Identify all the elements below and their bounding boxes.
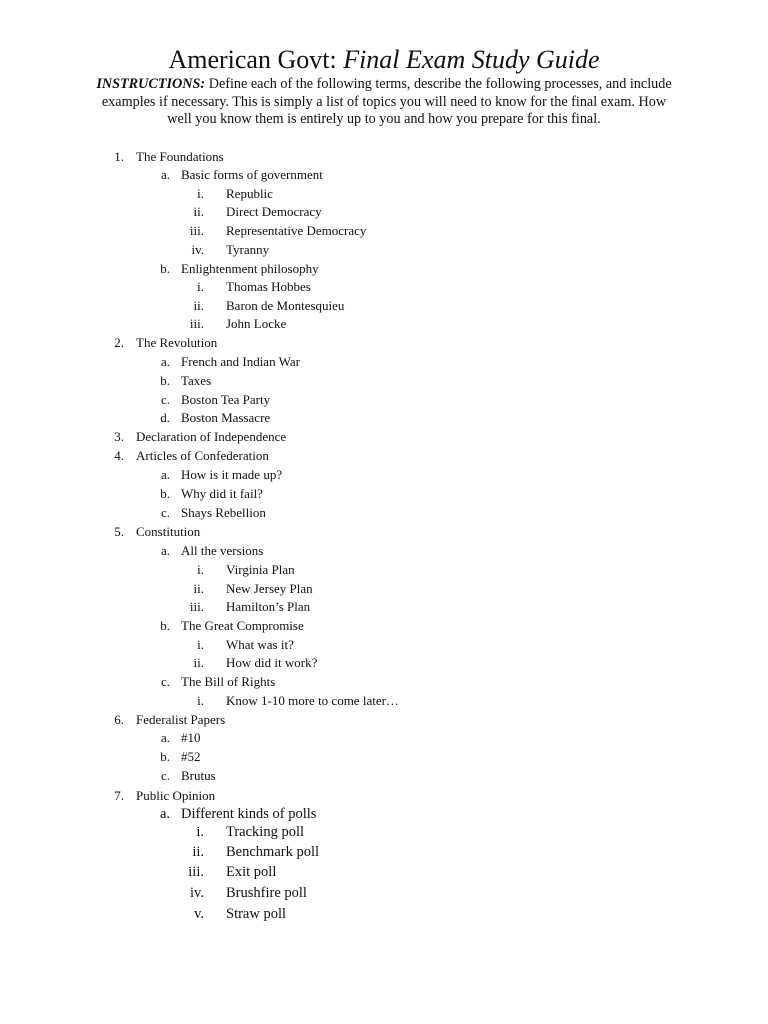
outline-item-text: Know 1-10 more to come later…	[226, 693, 399, 708]
outline-item-text: Public Opinion	[136, 788, 216, 803]
outline-item-number: c.	[160, 505, 170, 520]
outline-item-text: Why did it fail?	[181, 486, 263, 501]
outline-item-text: Declaration of Independence	[136, 429, 287, 444]
outline-item-number: i.	[197, 279, 204, 294]
outline-item-text: Constitution	[136, 524, 201, 539]
outline-item-text: All the versions	[181, 543, 264, 558]
outline-item-text: Exit poll	[226, 864, 277, 880]
outline-item-text: French and Indian War	[181, 354, 300, 369]
outline-item-text: Brutus	[181, 768, 216, 783]
outline-item-number: 4.	[114, 448, 124, 463]
outline-item-text: The Revolution	[136, 335, 218, 350]
title-plain: American Govt:	[168, 45, 344, 74]
outline-item-number: ii.	[192, 844, 204, 860]
outline-item-text: #52	[181, 749, 201, 764]
outline-item-text: Representative Democracy	[226, 223, 367, 238]
outline-item-number: ii.	[193, 581, 204, 596]
outline-item-number: 6.	[114, 712, 124, 727]
outline-item-text: Different kinds of polls	[181, 806, 317, 822]
outline-item-number: b.	[160, 749, 170, 764]
outline-item-text: How is it made up?	[181, 467, 283, 482]
outline-item-number: b.	[160, 486, 170, 501]
outline-item-text: Boston Massacre	[181, 410, 271, 425]
outline-item-number: iii.	[189, 223, 204, 238]
outline-item-text: Boston Tea Party	[181, 392, 271, 407]
outline-item-text: Straw poll	[226, 906, 287, 922]
title-italic: Final Exam Study Guide	[343, 45, 600, 74]
outline-item-number: a.	[160, 167, 170, 182]
outline-item-text: What was it?	[226, 637, 294, 652]
outline-item-number: iii.	[188, 864, 204, 880]
outline-item-number: iv.	[191, 242, 204, 257]
outline-item-number: iii.	[189, 316, 204, 331]
outline-item-text: #10	[181, 730, 201, 745]
outline-item-text: Benchmark poll	[226, 844, 320, 860]
outline-item-text: Brushfire poll	[226, 885, 307, 901]
outline-item-text: Tracking poll	[226, 824, 305, 840]
outline-item-number: i.	[197, 186, 204, 201]
outline-item-number: 1.	[114, 149, 124, 164]
outline-item-text: The Bill of Rights	[181, 674, 276, 689]
outline-item-number: iv.	[190, 885, 204, 901]
outline-item-number: 7.	[114, 788, 124, 803]
outline-item-text: Republic	[226, 186, 273, 201]
outline-item-text: Thomas Hobbes	[226, 279, 311, 294]
outline-item-text: Hamilton’s Plan	[226, 599, 311, 614]
outline-item-number: i.	[197, 693, 204, 708]
outline-item-number: a.	[160, 467, 170, 482]
outline-item-number: a.	[160, 543, 170, 558]
outline-item-text: The Foundations	[136, 149, 224, 164]
outline-item-number: ii.	[193, 204, 204, 219]
outline-item-number: ii.	[193, 655, 204, 670]
page-title	[0, 44, 768, 76]
outline-item-text: Articles of Confederation	[136, 448, 269, 463]
outline-item-text: Tyranny	[226, 242, 270, 257]
outline-item-text: Virginia Plan	[226, 562, 295, 577]
outline-item-number: ii.	[193, 298, 204, 313]
outline-item-text: How did it work?	[226, 655, 318, 670]
outline-item-number: c.	[160, 674, 170, 689]
outline-item-text: The Great Compromise	[181, 618, 304, 633]
outline-item-number: 5.	[114, 524, 124, 539]
outline-item-number: a.	[159, 806, 170, 822]
outline-item-number: 3.	[114, 429, 124, 444]
outline-item-text: Basic forms of government	[181, 167, 323, 182]
outline-item-text: Baron de Montesquieu	[226, 298, 345, 313]
outline-item-text: Federalist Papers	[136, 712, 226, 727]
outline-item-number: c.	[160, 768, 170, 783]
outline-item-number: v.	[194, 906, 204, 922]
instructions-paragraph	[92, 76, 676, 129]
outline-item-number: 2.	[114, 335, 124, 350]
outline-item-number: b.	[160, 618, 170, 633]
outline-item-text: New Jersey Plan	[226, 581, 313, 596]
outline-item-number: i.	[196, 824, 204, 840]
outline-item-number: i.	[197, 637, 204, 652]
outline-item-number: d.	[160, 410, 170, 425]
outline-item-text: Shays Rebellion	[181, 505, 266, 520]
outline-item-text: Direct Democracy	[226, 204, 322, 219]
outline-item-text: Enlightenment philosophy	[181, 261, 319, 276]
outline-item-number: b.	[160, 261, 170, 276]
instructions-text: Define each of the following terms, describe the following processes, and include examples if necessary. This is simply a list of topics you will need to know for the final exam. How well you know them is entirely up to you and how you prepare for this final.	[101, 76, 672, 128]
outline-item-text: John Locke	[226, 316, 287, 331]
outline-item-number: c.	[160, 392, 170, 407]
outline-item-number: i.	[197, 562, 204, 577]
outline-item-text: Taxes	[181, 373, 212, 388]
outline-item-number: a.	[160, 354, 170, 369]
outline-item-number: a.	[160, 730, 170, 745]
instructions-label: INSTRUCTIONS:	[96, 76, 206, 92]
outline-item-number: iii.	[189, 599, 204, 614]
outline-item-number: b.	[160, 373, 170, 388]
